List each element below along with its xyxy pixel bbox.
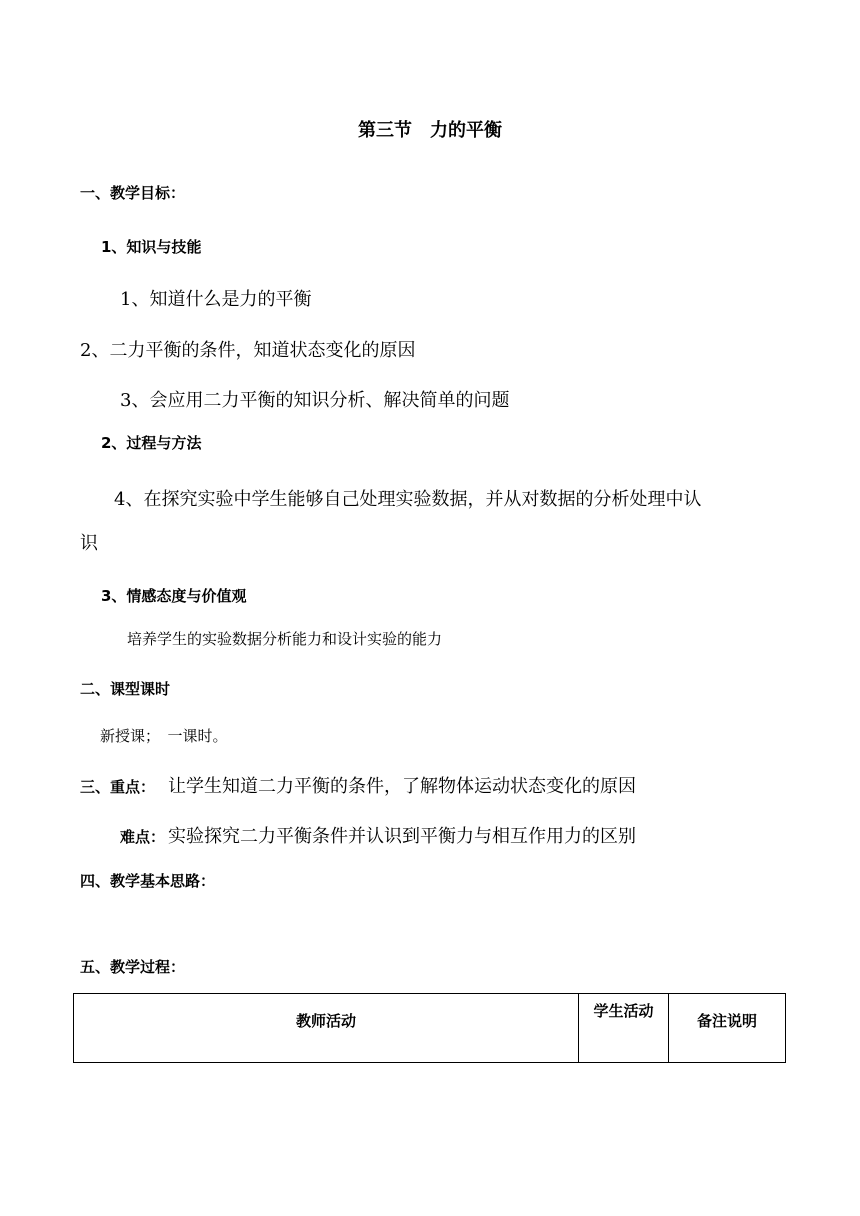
table-header-teacher-activity: 教师活动 [74, 994, 579, 1063]
key-points-content: 让学生知道二力平衡的条件，了解物体运动状态变化的原因 [168, 776, 636, 797]
table-header-row [74, 994, 786, 1063]
section-heading-lesson-type: 二、课型课时 [80, 680, 171, 698]
page-title: 第三节 力的平衡 [358, 120, 502, 141]
objective-item-3: 3、会应用二力平衡的知识分析、解决简单的问题 [120, 390, 510, 411]
difficulty-label: 难点： [120, 828, 166, 846]
teaching-process-table [73, 993, 786, 1063]
section-heading-teaching-ideas: 四、教学基本思路： [80, 872, 216, 890]
subheading-process-methods: 2、过程与方法 [101, 434, 202, 452]
objective-item-4-line1: 4、在探究实验中学生能够自己处理实验数据，并从对数据的分析处理中认 [114, 489, 702, 510]
section-heading-key-points: 三、重点： [80, 778, 156, 796]
section-heading-objectives: 一、教学目标： [80, 184, 186, 202]
difficulty-content: 实验探究二力平衡条件并认识到平衡力与相互作用力的区别 [168, 826, 636, 847]
lesson-type-content: 新授课； 一课时。 [100, 727, 228, 745]
objective-item-2: 2、二力平衡的条件，知道状态变化的原因 [80, 340, 416, 361]
section-heading-teaching-process: 五、教学过程： [80, 958, 186, 976]
objective-item-4-line2: 识 [80, 533, 98, 554]
objective-item-1: 1、知道什么是力的平衡 [120, 289, 312, 310]
subheading-knowledge-skills: 1、知识与技能 [101, 238, 202, 256]
table-header-notes: 备注说明 [669, 994, 786, 1063]
objective-item-5: 培养学生的实验数据分析能力和设计实验的能力 [127, 630, 443, 648]
subheading-attitudes-values: 3、情感态度与价值观 [101, 587, 247, 605]
table-header-student-activity: 学生活动 [579, 994, 669, 1063]
